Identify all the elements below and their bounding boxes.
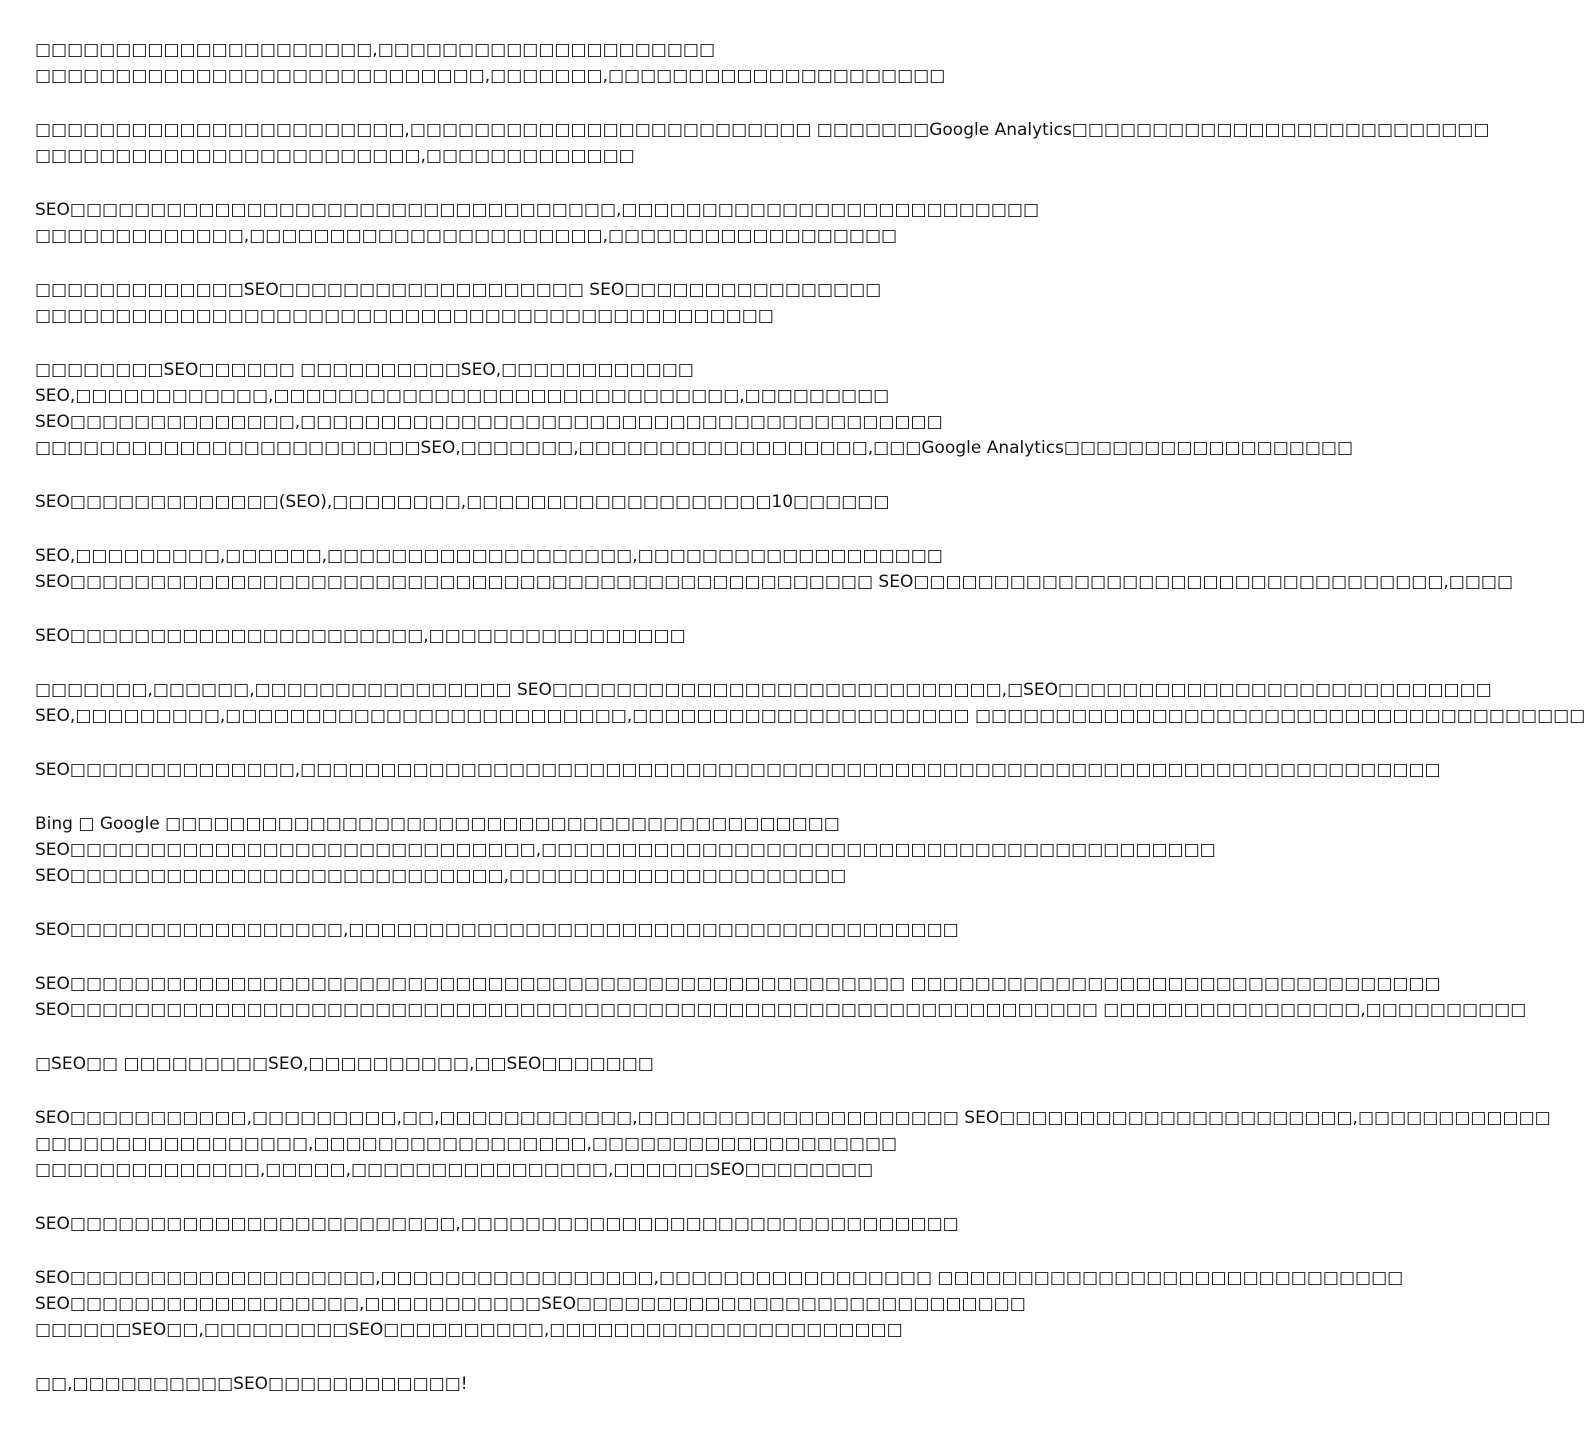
paragraph-9 <box>35 677 1585 729</box>
text-line: □□□□□□□□□□□□□,□□□□□□□□□□□□□□□□□□□□□□,□□□□□□□□□□□□□□□□□□ <box>35 226 898 246</box>
paragraph-18 <box>35 1371 990 1397</box>
text-line: □□□□□□□□□□□□□□□□□□□□□□□,□□□□□□□□□□□□□□□□□□□□□□□□□ □□□□□□□Google Analytics□□□□□□□□□□□□□□□□□□□□□□□□□□ <box>35 120 1490 140</box>
text-line: SEO□□□□□□□□□□□□□(SEO),□□□□□□□□,□□□□□□□□□□□□□□□□□□□10□□□□□□ <box>35 492 890 512</box>
text-line: □□□□□□□□□□□□□□,□□□□□,□□□□□□□□□□□□□□□□,□□□□□□SEO□□□□□□□□ <box>35 1160 874 1180</box>
paragraph-1 <box>35 37 990 89</box>
text-line: SEO□□□□□□□□□□□□□□□□□□□□□□□□□□□,□□□□□□□□□□□□□□□□□□□□□ <box>35 866 847 886</box>
text-line: SEO□□□□□□□□□□□□□□,□□□□□□□□□□□□□□□□□□□□□□□□□□□□□□□□□□□□□□□□□□□□□□□□□□□□□□□□□□□□□□□□□□□□□□□ <box>35 760 1441 780</box>
text-line: SEO□□□□□□□□□□□□□□□□□□,□□□□□□□□□□□SEO□□□□□□□□□□□□□□□□□□□□□□□□□□□□ <box>35 1294 1026 1314</box>
text-line: SEO□□□□□□□□□□□□□□□□□□□□□□□□□□□□□□□□□□,□□□□□□□□□□□□□□□□□□□□□□□□□□ <box>35 200 1040 220</box>
paragraph-10 <box>35 757 1441 783</box>
text-line: SEO□□□□□□□□□□□□□□□□□□□□□□□□□□□□□□□□□□□□□□□□□□□□□□□□□□□□□□□□□□□□□□□□ □□□□□□□□□□□□□□□□,□□□□□□□□□□ <box>35 1000 1527 1020</box>
paragraph-17 <box>35 1265 1404 1343</box>
paragraph-6 <box>35 489 990 515</box>
text-line: SEO□□□□□□□□□□□□□□,□□□□□□□□□□□□□□□□□□□□□□□□□□□□□□□□□□□□□□□□ <box>35 412 943 432</box>
paragraph-3 <box>35 197 1040 249</box>
text-line: SEO,□□□□□□□□□,□□□□□□□□□□□□□□□□□□□□□□□□□,□□□□□□□□□□□□□□□□□□□□□ □□□□□□□□□□□□□□□□□□□□□□□□□□□□□□□□□□□□□□ <box>35 706 1585 726</box>
text-line: SEO□□□□□□□□□□□□□□□□□□□,□□□□□□□□□□□□□□□□□,□□□□□□□□□□□□□□□□□ □□□□□□□□□□□□□□□□□□□□□□□□□□□□□ <box>35 1268 1404 1288</box>
paragraph-2 <box>35 117 1490 169</box>
text-line: □□□□□□□,□□□□□□,□□□□□□□□□□□□□□□□ SEO□□□□□□□□□□□□□□□□□□□□□□□□□□□□,□SEO□□□□□□□□□□□□□□□□□□□□□□□□□□□ <box>35 680 1492 700</box>
text-line: SEO□□□□□□□□□□□□□□□□□□□□□□□□,□□□□□□□□□□□□□□□□□□□□□□□□□□□□□□□ <box>35 1214 959 1234</box>
text-line: SEO,□□□□□□□□□,□□□□□□,□□□□□□□□□□□□□□□□□□□,□□□□□□□□□□□□□□□□□□□ <box>35 546 943 566</box>
text-line: □□□□□□SEO□□,□□□□□□□□□SEO□□□□□□□□□□,□□□□□□□□□□□□□□□□□□□□□□ <box>35 1320 903 1340</box>
paragraph-5 <box>35 357 1354 461</box>
text-line: □□,□□□□□□□□□□SEO□□□□□□□□□□□□! <box>35 1374 468 1394</box>
text-line: □□□□□□□□□□□□□□□□□,□□□□□□□□□□□□□□□□□,□□□□□□□□□□□□□□□□□□□ <box>35 1134 898 1154</box>
paragraph-14 <box>35 1051 990 1077</box>
text-line: SEO□□□□□□□□□□□□□□□□□□□□□□□□□□□□□□□□□□□□□□□□□□□□□□□□□□□□ □□□□□□□□□□□□□□□□□□□□□□□□□□□□□□□□□ <box>35 974 1441 994</box>
text-line: □□□□□□□□□□□□□□□□□□□□□□□□□□□□,□□□□□□□,□□□□□□□□□□□□□□□□□□□□□ <box>35 66 946 86</box>
paragraph-12 <box>35 917 990 943</box>
text-line: □□□□□□□□□□□□□SEO□□□□□□□□□□□□□□□□□□□ SEO□□□□□□□□□□□□□□□□ <box>35 280 882 300</box>
paragraph-8 <box>35 623 990 649</box>
paragraph-13 <box>35 971 1527 1023</box>
text-line: SEO□□□□□□□□□□□□□□□□□,□□□□□□□□□□□□□□□□□□□□□□□□□□□□□□□□□□□□□□ <box>35 920 959 940</box>
text-line: SEO□□□□□□□□□□□□□□□□□□□□□□□□□□□□□,□□□□□□□□□□□□□□□□□□□□□□□□□□□□□□□□□□□□□□□□□□ <box>35 840 1216 860</box>
paragraph-16 <box>35 1211 990 1237</box>
text-line: SEO,□□□□□□□□□□□□,□□□□□□□□□□□□□□□□□□□□□□□□□□□□□,□□□□□□□□□ <box>35 386 890 406</box>
text-line: □□□□□□□□□□□□□□□□□□□□□□□□□□□□□□□□□□□□□□□□□□□□□□ <box>35 306 774 326</box>
text-line: □□□□□□□□□□□□□□□□□□□□□□□□,□□□□□□□□□□□□□ <box>35 146 635 166</box>
paragraph-7 <box>35 543 1514 595</box>
text-line: SEO□□□□□□□□□□□,□□□□□□□□□,□□,□□□□□□□□□□□□,□□□□□□□□□□□□□□□□□□□□ SEO□□□□□□□□□□□□□□□□□□□□□□,□□□□□□□□□□□□ <box>35 1108 1551 1128</box>
paragraph-11 <box>35 811 1216 889</box>
text-line: SEO□□□□□□□□□□□□□□□□□□□□□□□□□□□□□□□□□□□□□□□□□□□□□□□□□□ SEO□□□□□□□□□□□□□□□□□□□□□□□□□□□□□□□□□,□□□□ <box>35 572 1514 592</box>
text-line: □□□□□□□□□□□□□□□□□□□□□□□□SEO,□□□□□□□,□□□□□□□□□□□□□□□□□□,□□□Google Analytics□□□□□□□□□□□□□□□□□□ <box>35 438 1354 458</box>
text-line: □□□□□□□□□□□□□□□□□□□□□,□□□□□□□□□□□□□□□□□□□□□ <box>35 40 716 60</box>
text-line: □□□□□□□□SEO□□□□□□ □□□□□□□□□□SEO,□□□□□□□□□□□□ <box>35 360 694 380</box>
text-line: SEO□□□□□□□□□□□□□□□□□□□□□□,□□□□□□□□□□□□□□□□ <box>35 626 686 646</box>
paragraph-15 <box>35 1105 1551 1183</box>
text-line: □SEO□□ □□□□□□□□□SEO,□□□□□□□□□□,□□SEO□□□□□□□ <box>35 1054 654 1074</box>
text-line: Bing □ Google □□□□□□□□□□□□□□□□□□□□□□□□□□□□□□□□□□□□□□□□□□ <box>35 814 840 834</box>
paragraph-4 <box>35 277 990 329</box>
